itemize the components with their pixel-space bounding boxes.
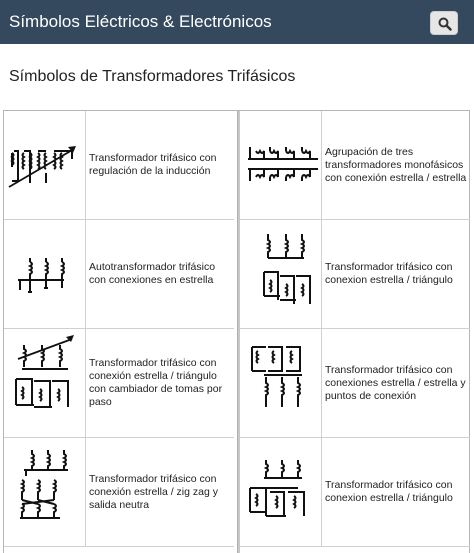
transformer-star-star-connection-points-icon: [240, 329, 322, 438]
three-single-phase-star-star-icon: [240, 111, 322, 220]
symbol-description: [86, 111, 234, 220]
symbol-description: [86, 329, 234, 438]
symbols-table: [0, 110, 474, 553]
description-text: Agrupación de tres transformadores monofásicos con conexión estrella / estrella: [325, 145, 467, 184]
description-text: Transformador trifásico con regulación de la inducción: [89, 152, 217, 177]
table-frame: [3, 110, 470, 553]
search-icon: [438, 17, 452, 31]
symbol-description: [322, 329, 470, 438]
symbol-cell: [240, 438, 322, 547]
symbol-cell: [4, 329, 86, 438]
symbol-description: [86, 438, 234, 547]
transformer-star-delta-icon: [240, 438, 322, 547]
symbol-cell: [4, 111, 86, 220]
top-bar: [0, 0, 474, 44]
app-title: Símbolos Eléctricos & Electrónicos: [9, 12, 272, 31]
description-text: Transformador trifásico con conexión estrella / triángulo con cambiador de tomas por paso: [89, 357, 223, 408]
page-title: Símbolos de Transformadores Trifásicos: [9, 68, 296, 85]
search-button[interactable]: [430, 11, 458, 35]
symbol-description: [86, 220, 234, 329]
description-text: Transformador trifásico con conexion estrella / triángulo: [325, 479, 453, 504]
symbol-cell: [4, 438, 86, 547]
autotransformer-star-icon: [4, 220, 86, 329]
transformer-star-zigzag-neutral-icon: [4, 438, 86, 547]
description-text: Transformador trifásico con conexion estrella / triángulo: [325, 261, 453, 286]
symbol-cell: [240, 111, 322, 220]
symbol-description: [322, 220, 470, 329]
description-text: Transformador trifásico con conexiones estrella / estrella y puntos de conexión: [325, 363, 466, 402]
symbol-cell: [4, 220, 86, 329]
symbol-cell: [240, 220, 322, 329]
transformer-star-delta-icon: [240, 220, 322, 329]
symbol-description: [322, 438, 470, 547]
symbol-cell: [240, 329, 322, 438]
transformer-star-delta-tap-changer-icon: [4, 329, 86, 438]
transformer-induction-regulation-icon: [4, 111, 86, 220]
column-divider: [237, 111, 240, 553]
description-text: Autotransformador trifásico con conexiones en estrella: [89, 261, 216, 286]
symbol-description: [322, 111, 470, 220]
description-text: Transformador trifásico con conexión estrella / zig zag y salida neutra: [89, 472, 218, 511]
